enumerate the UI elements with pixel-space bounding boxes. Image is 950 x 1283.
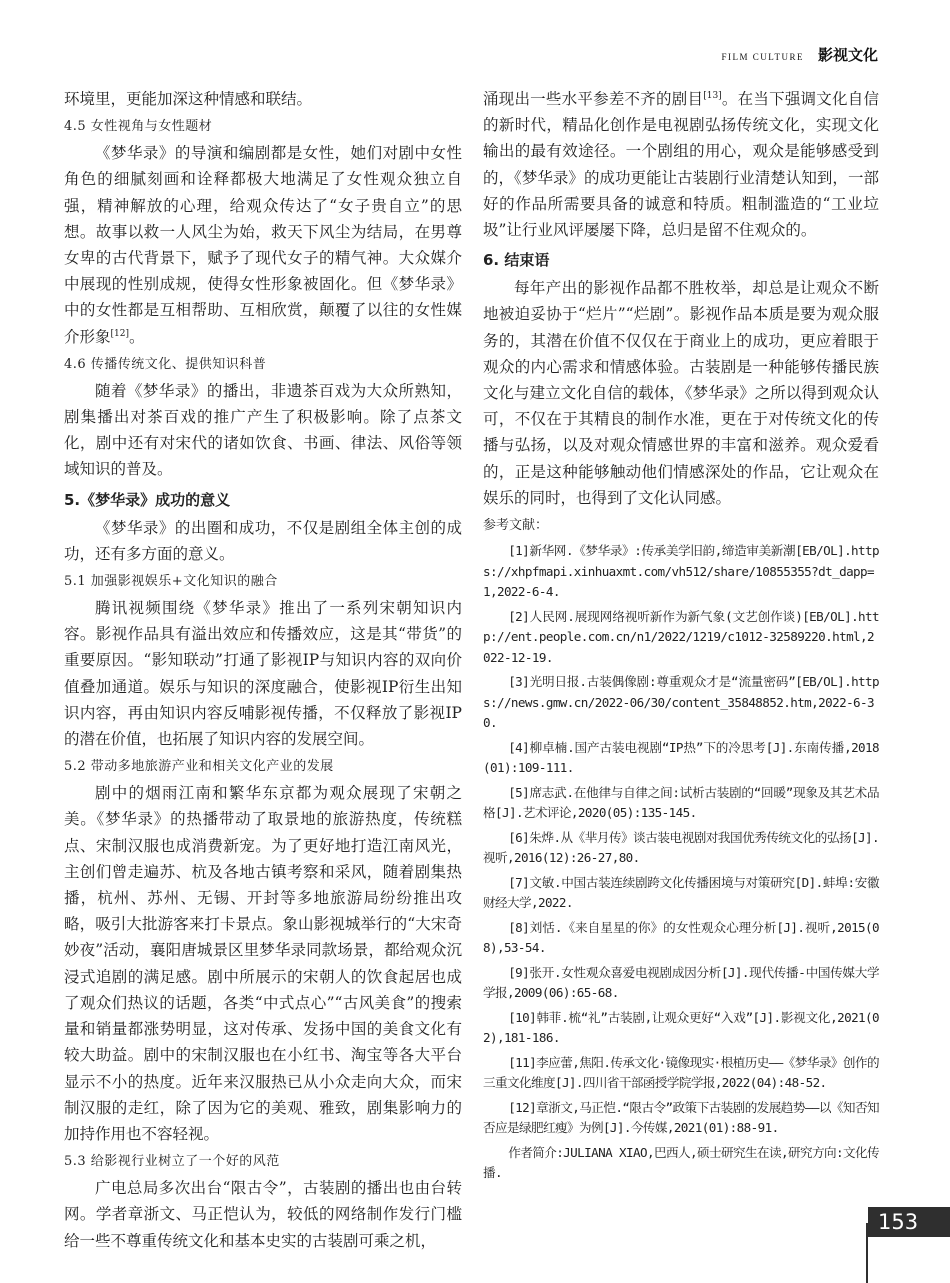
right-column — [483, 86, 879, 1188]
author-bio: 作者简介:JULIANA XIAO,巴西人,硕士研究生在读,研究方向:文化传播. — [483, 1144, 879, 1181]
paragraph: 剧中的烟雨江南和繁华东京都为观众展现了宋朝之美。《梦华录》的热播带动了取景地的旅游热度，传统糕点、宋制汉服也成消费新宠。为了更好地打造江南风光，主创们曾走遍苏、杭及各地古镇考察和采风，随着剧集热播，杭州、苏州、无锡、开封等多地旅游局纷纷推出攻略，吸引大批游客来打卡景点。象山影视城举行的“大宋奇妙夜”活动，襄阳唐城景区里梦华录同款场景，都给观众沉浸式追剧的满足感。剧中所展示的宋朝人的饮食起居也成了观众们热议的话题，各类“中式点心”“古风美食”的搜索量和销量都涨势明显，这对传承、发扬中国的美食文化有较大助益。剧中的宋制汉服也在小红书、淘宝等各大平台显示不小的热度。近年来汉服热已从小众走向大众，而宋制汉服的走红，除了因为它的美观、雅致，剧集影响力的加持作用也不容轻视。 — [64, 784, 462, 1143]
section-title-6: 6. 结束语 — [483, 251, 550, 270]
subsection-title-5-1: 5.1 加强影视娱乐+文化知识的融合 — [64, 574, 278, 590]
paragraph: 腾讯视频围绕《梦华录》推出了一系列宋朝知识内容。影视作品具有溢出效应和传播效应，这是其“带货”的重要原因。“影知联动”打通了影视IP与知识内容的双向价值叠加通道。娱乐与知识的深度融合，使影视IP衍生出知识内容，再由知识内容反哺影视传播，不仅释放了影视IP的潜在价值，也拓展了知识内容的发展空间。 — [64, 599, 462, 749]
header-chinese: 影视文化 — [817, 46, 878, 64]
reference-item: [10]韩菲.梳“礼”古装剧,让观众更好“入戏”[J].影视文化,2021(02),181-186. — [483, 1009, 879, 1046]
paragraph: 随着《梦华录》的播出，非遗茶百戏为大众所熟知，剧集播出对茶百戏的推广产生了积极影响。除了点茶文化，剧中还有对宋代的诸如饮食、书画、律法、风俗等领域知识的普及。 — [64, 381, 462, 479]
paragraph-end: 。 — [129, 327, 145, 346]
running-header — [722, 44, 878, 65]
reference-item: [1]新华网.《梦华录》:传承美学旧韵,缔造审美新潮[EB/OL].https://xhpfmapi.xinhuaxmt.com/vh512/share/10855355?dt_dapp=1,2022-6-4. — [483, 543, 879, 600]
paragraph — [483, 86, 879, 243]
paragraph: 每年产出的影视作品都不胜枚举，却总是让观众不断地被迫妥协于“烂片”“烂剧”。影视作品本质是要为观众服务的，其潜在价值不仅仅在于商业上的成功，更应着眼于观众的内心需求和情感体验。古装剧是一种能够传播民族文化与建立文化自信的载体，《梦华录》之所以得到观众认可，不仅在于其精良的制作水准，更在于对传统文化的传播与弘扬，以及对观众情感世界的丰富和滋养。观众爱看的，正是这种能够触动他们情感深处的作品，它让观众在娱乐的同时，也得到了文化认同感。 — [483, 279, 879, 507]
paragraph-rest: 。在当下强调文化自信的新时代，精品化创作是电视剧弘扬传统文化，实现文化输出的最有效途径。一个剧组的用心，观众是能够感受到的，《梦华录》的成功更能让古装剧行业清楚认知到，一部好的作品所需要具备的诚意和特质。粗制滥造的“工业垃圾”让行业风评屡屡下降，总归是留不住观众的。 — [483, 90, 879, 240]
section-title-5: 5.《梦华录》成功的意义 — [64, 490, 231, 509]
reference-item: [2]人民网.展现网络视听新作为新气象(文艺创作谈)[EB/OL].http://ent.people.com.cn/n1/2022/1219/c1012-32589220.html,2022-12-19. — [483, 608, 879, 665]
reference-item: [6]朱烨.从《芈月传》谈古装电视剧对我国优秀传统文化的弘扬[J].视听,2016(12):26-27,80. — [483, 829, 879, 866]
reference-item: [12]章浙文,马正恺.“限古令”政策下古装剧的发展趋势——以《知否知否应是绿肥红瘦》为例[J].今传媒,2021(01):88-91. — [483, 1099, 879, 1136]
left-column — [64, 86, 462, 1254]
paragraph-text: 涌现出一些水平参差不齐的剧目 — [483, 90, 704, 108]
reference-item: [4]柳卓楠.国产古装电视剧“IP热”下的冷思考[J].东南传播,2018(01):109-111. — [483, 739, 879, 776]
paragraph — [64, 140, 462, 350]
subsection-title-5-2: 5.2 带动多地旅游产业和相关文化产业的发展 — [64, 759, 334, 775]
reference-item: [3]光明日报.古装偶像剧:尊重观众才是“流量密码”[EB/OL].https://news.gmw.cn/2022-06/30/content_35848852.htm,2022-6-30. — [483, 674, 879, 731]
references-title: 参考文献： — [483, 518, 549, 534]
reference-item: [7]文敏.中国古装连续剧跨文化传播困境与对策研究[D].蚌埠:安徽财经大学,2022. — [483, 874, 879, 911]
reference-item: [9]张开.女性观众喜爱电视剧成因分析[J].现代传播-中国传媒大学学报,2009(06):65-68. — [483, 964, 879, 1001]
subsection-title-4-5: 4.5 女性视角与女性题材 — [64, 119, 213, 135]
reference-item: [5]席志武.在他律与自律之间:试析古装剧的“回暖”现象及其艺术品格[J].艺术评论,2020(05):135-145. — [483, 784, 879, 821]
citation-mark: [12] — [110, 328, 129, 339]
page-number: 153 — [868, 1207, 950, 1237]
subsection-title-5-3: 5.3 给影视行业树立了一个好的风范 — [64, 1154, 280, 1170]
header-english: FILM CULTURE — [721, 52, 804, 62]
paragraph: 《梦华录》的出圈和成功，不仅是剧组全体主创的成功，还有多方面的意义。 — [64, 518, 462, 563]
reference-list — [483, 541, 879, 1139]
paragraph: 广电总局多次出台“限古令”，古装剧的播出也由台转网。学者章浙文、马正恺认为，较低的网络制作发行门槛给一些不尊重传统文化和基本史实的古装剧可乘之机， — [64, 1179, 462, 1250]
reference-item: [11]李应蕾,焦阳.传承文化·镜像现实·根植历史——《梦华录》创作的三重文化维度[J].四川省干部函授学院学报,2022(04):48-52. — [483, 1054, 879, 1091]
paragraph-text: 《梦华录》的导演和编剧都是女性，她们对剧中女性角色的细腻刻画和诠释都极大地满足了女性观众独立自强，精神解放的心理，给观众传达了“女子贵自立”的思想。故事以救一人风尘为始，救天下风尘为结局，在男尊女卑的古代背景下，赋予了现代女子的精气神。大众媒介中展现的性别成规，使得女性形象被固化。但《梦华录》中的女性都是互相帮助、互相欣赏，颠覆了以往的女性媒介形象 — [64, 144, 462, 346]
reference-item: [8]刘恬.《来自星星的你》的女性观众心理分析[J].视听,2015(08),53-54. — [483, 919, 879, 956]
citation-mark: [13] — [703, 90, 722, 101]
subsection-title-4-6: 4.6 传播传统文化、提供知识科普 — [64, 356, 267, 372]
paragraph: 环境里，更能加深这种情感和联结。 — [64, 90, 313, 108]
